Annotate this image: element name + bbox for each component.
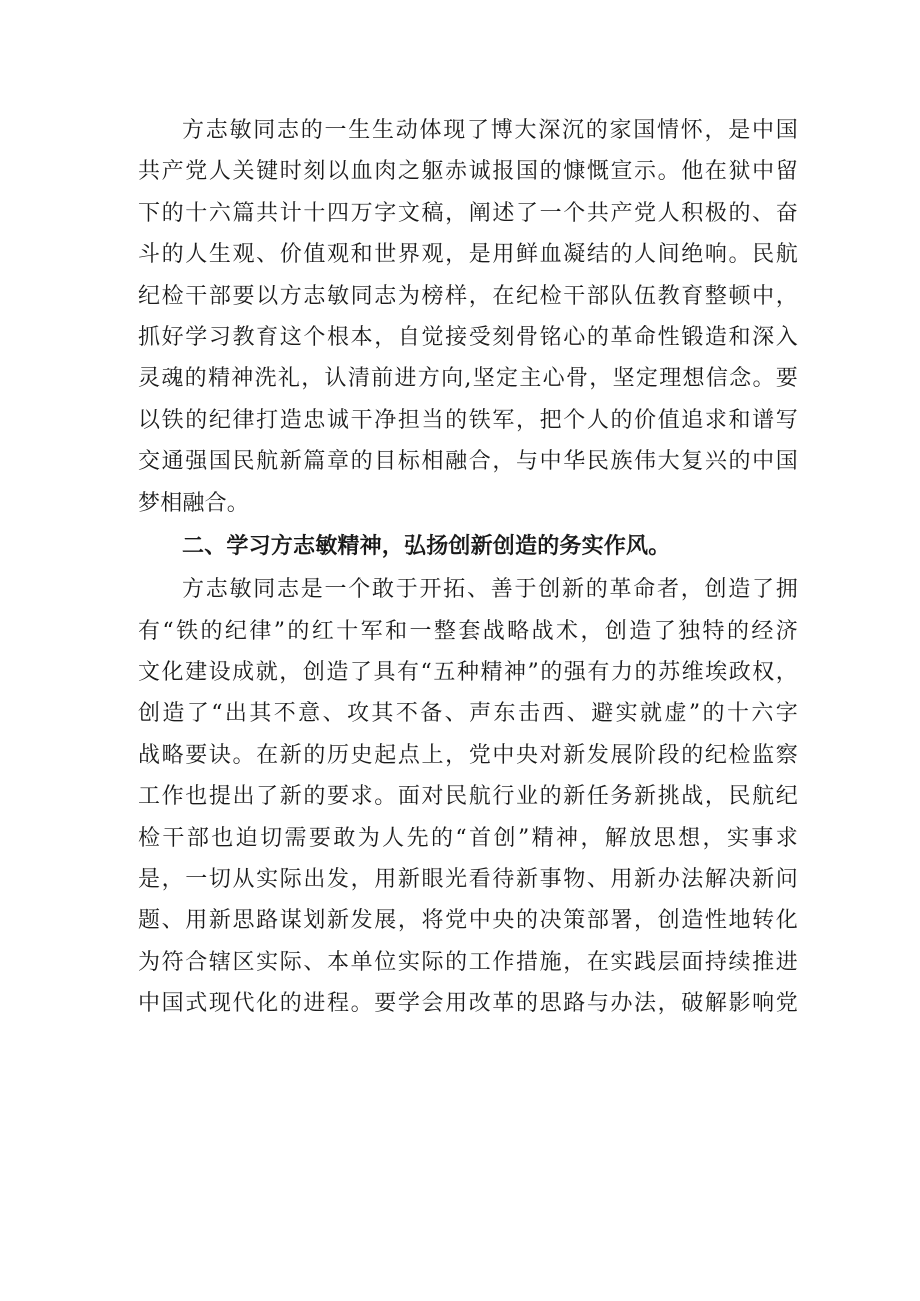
text-line: 以铁的纪律打造忠诚干净担当的铁军，把个人的价值追求和谱写 [138,407,798,433]
text-line: 创造了“出其不意、攻其不备、声东击西、避实就虚”的十六字 [138,701,798,727]
text-line: 下的十六篇共计十四万字文稿，阐述了一个共产党人积极的、奋 [138,200,798,226]
text-line: 有“铁的纪律”的红十军和一整套战略战术，创造了独特的经济 [138,618,798,644]
text-line: 纪检干部要以方志敏同志为榜样，在纪检干部队伍教育整顿中， [138,283,798,309]
text-line: 方志敏同志是一个敢于开拓、善于创新的革命者，创造了拥 [182,577,798,603]
text-line: 工作也提出了新的要求。面对民航行业的新任务新挑战，民航纪 [138,784,798,810]
text-line: 中国式现代化的进程。要学会用改革的思路与办法，破解影响党 [138,991,798,1017]
text-line: 共产党人关键时刻以血肉之躯赤诚报国的慷慨宣示。他在狱中留 [138,159,798,185]
paragraph-innovation [138,569,798,1024]
text-line: 方志敏同志的一生生动体现了博大深沉的家国情怀，是中国 [182,118,798,143]
text-line: 为符合辖区实际、本单位实际的工作措施，在实践层面持续推进 [138,949,798,975]
text-line: 战略要诀。在新的历史起点上，党中央对新发展阶段的纪检监察 [138,742,798,768]
text-line: 交通强国民航新篇章的目标相融合，与中华民族伟大复兴的中国 [138,449,798,475]
text-line: 文化建设成就，创造了具有“五种精神”的强有力的苏维埃政权， [138,660,798,686]
paragraph-family-country [138,110,798,524]
text-line: 检干部也迫切需要敢为人先的“首创”精神，解放思想，实事求 [138,825,798,851]
text-line: 题、用新思路谋划新发展，将党中央的决策部署，创造性地转化 [138,908,798,934]
text-line: 梦相融合。 [138,490,250,516]
text-line: 是，一切从实际出发，用新眼光看待新事物、用新办法解决新问 [138,867,798,893]
text-line: 斗的人生观、价值观和世界观，是用鲜血凝结的人间绝响。民航 [138,242,798,268]
text-line: 灵魂的精神洗礼，认清前进方向,坚定主心骨，坚定理想信念。要 [138,366,798,392]
text-line: 抓好学习教育这个根本，自觉接受刻骨铭心的革命性锻造和深入 [138,324,798,350]
section-heading: 二、学习方志敏精神，弘扬创新创造的务实作风。 [182,533,671,559]
document-body [138,110,798,1025]
